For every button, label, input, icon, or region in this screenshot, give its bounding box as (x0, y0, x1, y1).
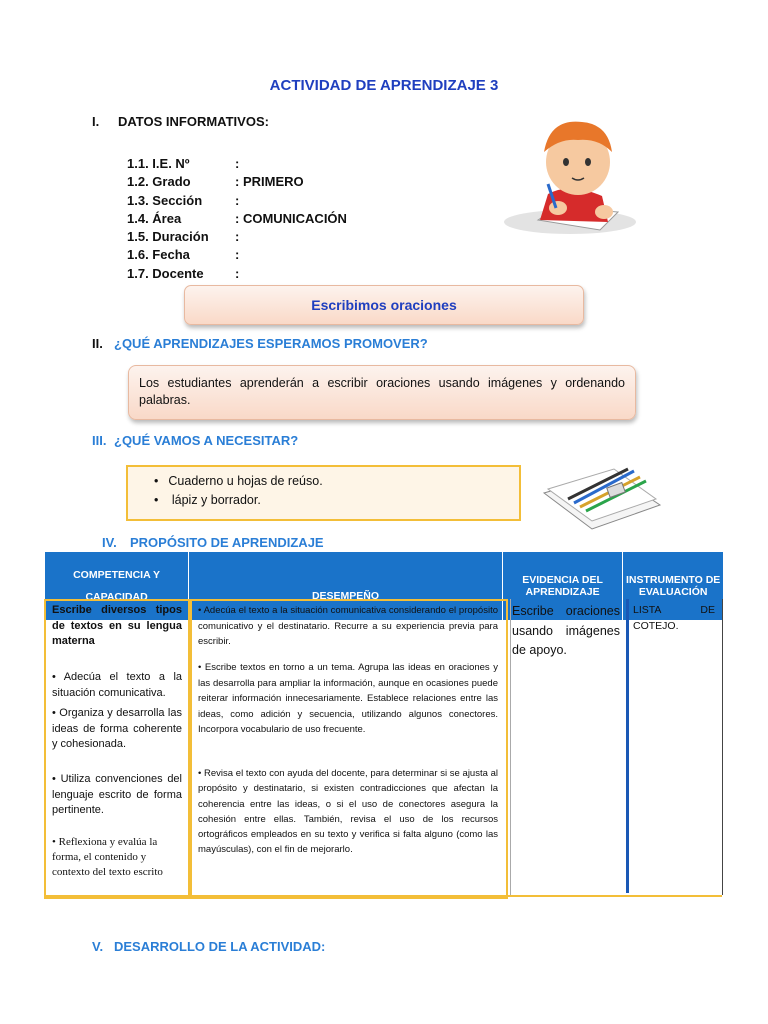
header-competencia-line2: CAPACIDAD (85, 591, 148, 603)
datos-label: 1.4. Área (127, 210, 182, 226)
section-4-number: IV. (102, 535, 117, 550)
datos-row (127, 228, 347, 246)
learning-goal-box: Los estudiantes aprenderán a escribir oraciones usando imágenes y ordenando palabras. (128, 365, 636, 420)
materials-box (126, 465, 521, 521)
child-writing-illustration (500, 112, 640, 257)
materials-item: • Cuaderno u hojas de reúso. (154, 472, 519, 491)
section-3-number: III. (92, 433, 107, 448)
datos-row (127, 265, 347, 283)
section-3-title: ¿QUÉ VAMOS A NECESITAR? (114, 433, 299, 448)
datos-value: : (235, 247, 240, 263)
datos-value: : (235, 192, 240, 208)
datos-value: : (235, 265, 240, 281)
header-desempeno: DESEMPEÑO (189, 552, 503, 621)
table-divider (510, 599, 511, 895)
datos-row (127, 173, 347, 191)
datos-label: 1.5. Duración (127, 229, 209, 245)
table-divider-right (722, 599, 723, 895)
desempeno-item: • Revisa el texto con ayuda del docente, para determinar si se ajusta al propósito y destinatario, si existen contradicciones que afectan la coherencia entre las ideas, o si el uso de conectores asegura la cohesión entre ellas. También, revisa el uso de los recursos ortográficos empleados en su texto y verifica si falta alguno (como las mayúsculas), con el fin de mejorarlo. (198, 768, 498, 856)
section-4-heading (102, 535, 324, 550)
datos-value: : (235, 229, 240, 245)
section-2-title: ¿QUÉ APRENDIZAJES ESPERAMOS PROMOVER? (114, 336, 428, 351)
section-2-heading (92, 336, 428, 351)
datos-label: 1.6. Fecha (127, 247, 190, 263)
header-evidencia: EVIDENCIA DEL APRENDIZAJE (502, 552, 622, 621)
datos-row (127, 210, 347, 228)
activity-title-box: Escribimos oraciones (184, 285, 584, 325)
datos-list (127, 155, 347, 283)
datos-label: 1.7. Docente (127, 265, 204, 281)
section-5-number: V. (92, 939, 104, 954)
datos-value: : (235, 156, 240, 171)
datos-row (127, 192, 347, 210)
section-1-heading (92, 114, 269, 129)
competencia-title: Escribe diversos tipos de textos en su lengua materna (52, 604, 182, 647)
header-instrumento: INSTRUMENTO DE EVALUACIÓN (623, 552, 724, 621)
section-4-title: PROPÓSITO DE APRENDIZAJE (130, 535, 324, 550)
evidencia-text: Escribe oraciones usando imágenes de apoyo. (512, 604, 620, 657)
header-competencia-line1: COMPETENCIA Y (73, 569, 161, 581)
desempeno-item: • Adecúa el texto a la situación comunicativa considerando el propósito comunicativo y el destinatario. Recurre a su experiencia previa para escribir. (198, 605, 498, 647)
materials-item: • lápiz y borrador. (154, 491, 519, 510)
instrumento-text: LISTA DE COTEJO. (633, 604, 715, 632)
school-supplies-illustration (538, 455, 663, 533)
section-1-title: DATOS INFORMATIVOS: (118, 114, 269, 129)
datos-label: 1.1. I.E. Nº (127, 156, 190, 171)
section-5-title: DESARROLLO DE LA ACTIVIDAD: (114, 939, 326, 954)
datos-value: : PRIMERO (235, 174, 304, 190)
section-3-heading (92, 433, 298, 448)
datos-row (127, 155, 347, 173)
section-2-number: II. (92, 336, 103, 351)
capacidad-item: • Reflexiona y evalúa la forma, el contenido y contexto del texto escrito (52, 836, 163, 878)
datos-row (127, 246, 347, 264)
datos-label: 1.2. Grado (127, 174, 191, 190)
datos-label: 1.3. Sección (127, 192, 203, 208)
section-5-heading (92, 939, 325, 954)
desempeno-item: • Escribe textos en torno a un tema. Agrupa las ideas en oraciones y las desarrolla para ampliar la información, aunque en ocasiones puede reiterar información innecesariamente. Establece relaciones entre las ideas, como adición y secuencia, utilizando algunos conectores. Incorpora vocabulario de uso frecuente. (198, 662, 498, 735)
page-title: ACTIVIDAD DE APRENDIZAJE 3 (269, 77, 499, 94)
capacidad-item: • Utiliza convenciones del lenguaje escrito de forma pertinente. (52, 773, 182, 816)
capacidad-item: • Organiza y desarrolla las ideas de forma coherente y cohesionada. (52, 707, 182, 750)
section-1-number: I. (92, 114, 100, 129)
datos-value: : COMUNICACIÓN (235, 210, 347, 226)
table-bottom-border (44, 895, 722, 897)
capacidad-item: • Adecúa el texto a la situación comunicativa. (52, 671, 182, 699)
table-divider-blue (626, 599, 629, 893)
